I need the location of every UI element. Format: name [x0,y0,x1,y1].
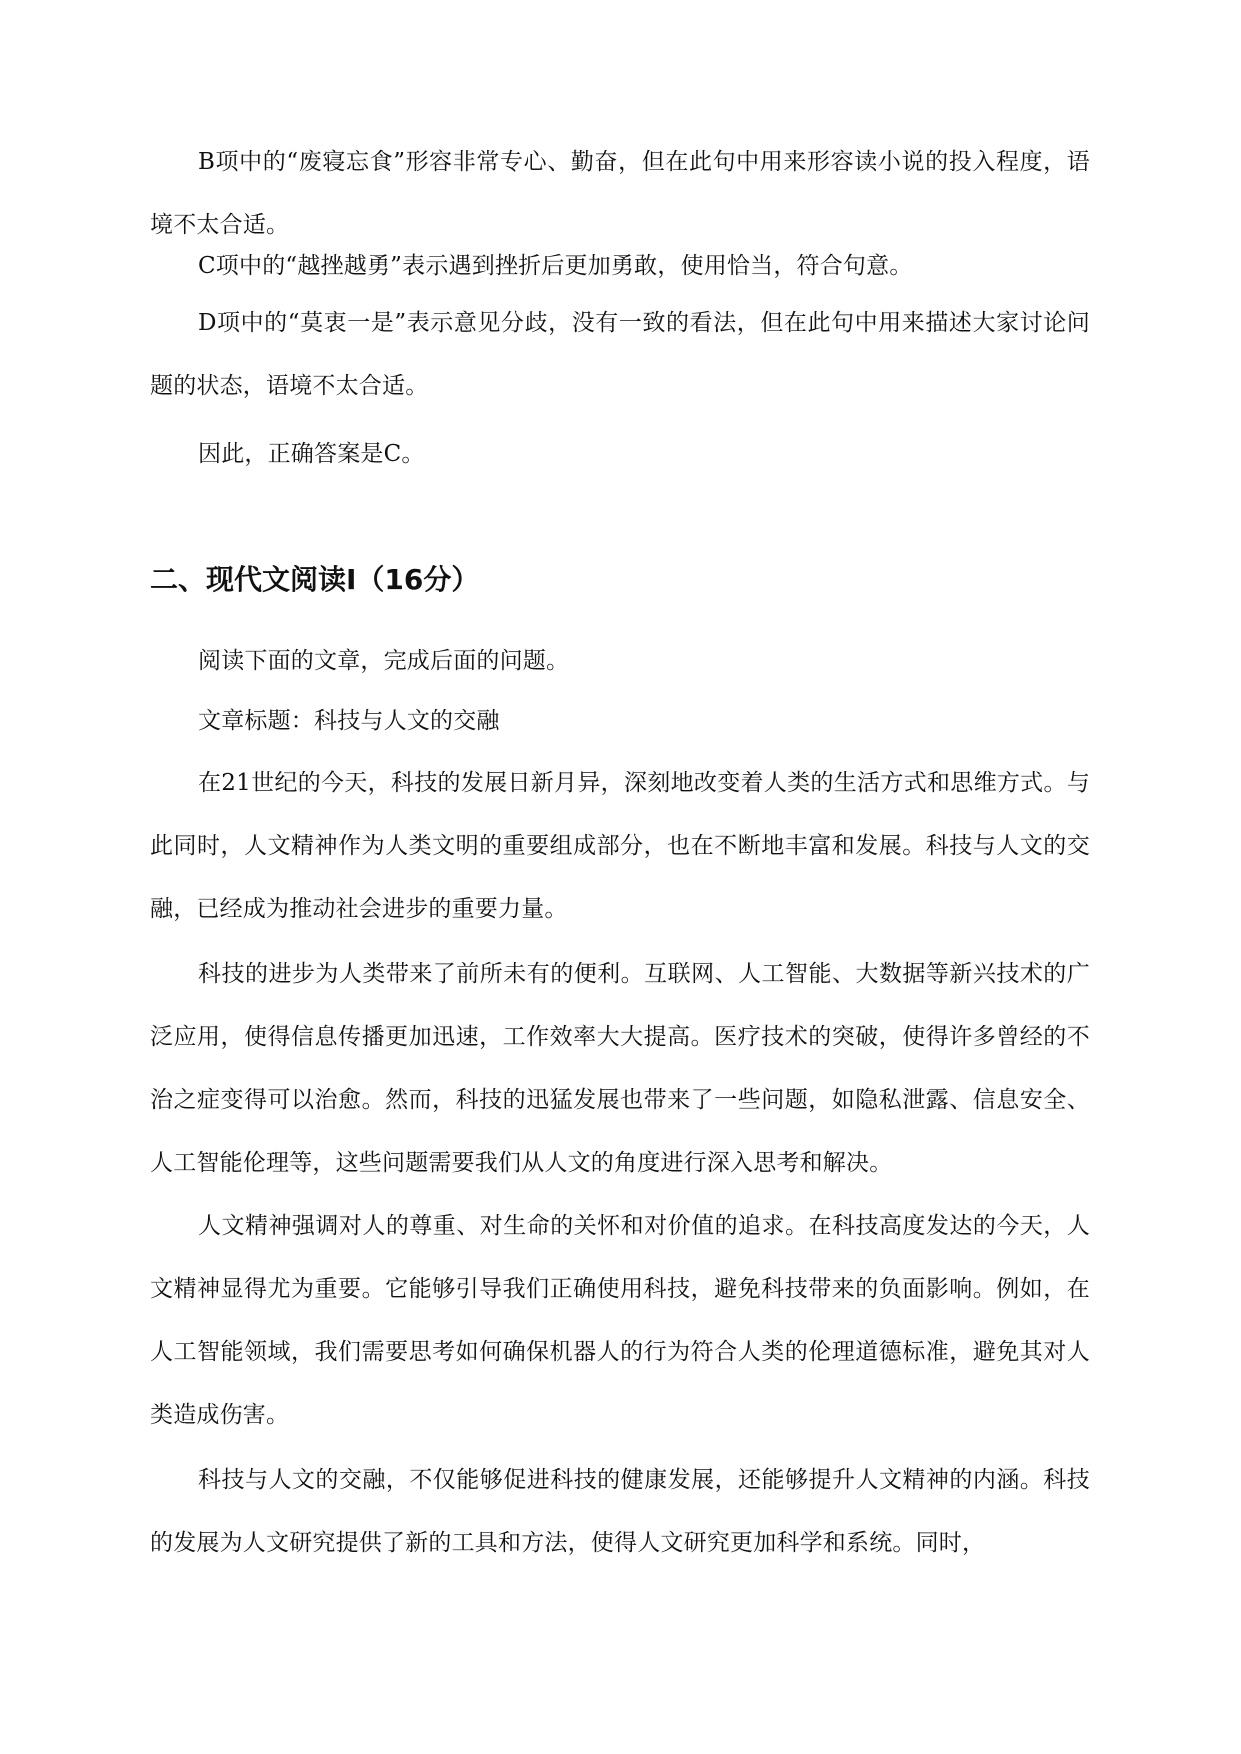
article-title: 文章标题：科技与人文的交融 [198,708,500,734]
analysis-option-b: B项中的“废寝忘食”形容非常专心、勤奋，但在此句中用来形容读小说的投入程度，语境不太合适。 [150,149,1090,238]
analysis-option-c: C项中的“越挫越勇”表示遇到挫折后更加勇敢，使用恰当，符合句意。 [198,253,913,279]
article-paragraph: 人文精神强调对人的尊重、对生命的关怀和对价值的追求。在科技高度发达的今天，人文精神显得尤为重要。它能够引导我们正确使用科技，避免科技带来的负面影响。例如，在人工智能领域，我们需要思考如何确保机器人的行为符合人类的伦理道德标准，避免其对人类造成伤害。 [150,1213,1090,1428]
article-paragraph: 科技与人文的交融，不仅能够促进科技的健康发展，还能够提升人文精神的内涵。科技的发展为人文研究提供了新的工具和方法，使得人文研究更加科学和系统。同时， [150,1467,1090,1556]
analysis-option-d: D项中的“莫衷一是”表示意见分歧，没有一致的看法，但在此句中用来描述大家讨论问题的状态，语境不太合适。 [150,310,1090,399]
article-paragraph: 科技的进步为人类带来了前所未有的便利。互联网、人工智能、大数据等新兴技术的广泛应用，使得信息传播更加迅速，工作效率大大提高。医疗技术的突破，使得许多曾经的不治之症变得可以治愈。然而，科技的迅猛发展也带来了一些问题，如隐私泄露、信息安全、人工智能伦理等，这些问题需要我们从人文的角度进行深入思考和解决。 [150,961,1090,1176]
reading-instruction: 阅读下面的文章，完成后面的问题。 [198,648,570,674]
section-heading: 二、现代文阅读Ⅰ（16分） [150,563,480,596]
article-paragraph: 在21世纪的今天，科技的发展日新月异，深刻地改变着人类的生活方式和思维方式。与此同时，人文精神作为人类文明的重要组成部分，也在不断地丰富和发展。科技与人文的交融，已经成为推动社会进步的重要力量。 [150,770,1090,922]
analysis-conclusion: 因此，正确答案是C。 [198,441,425,467]
